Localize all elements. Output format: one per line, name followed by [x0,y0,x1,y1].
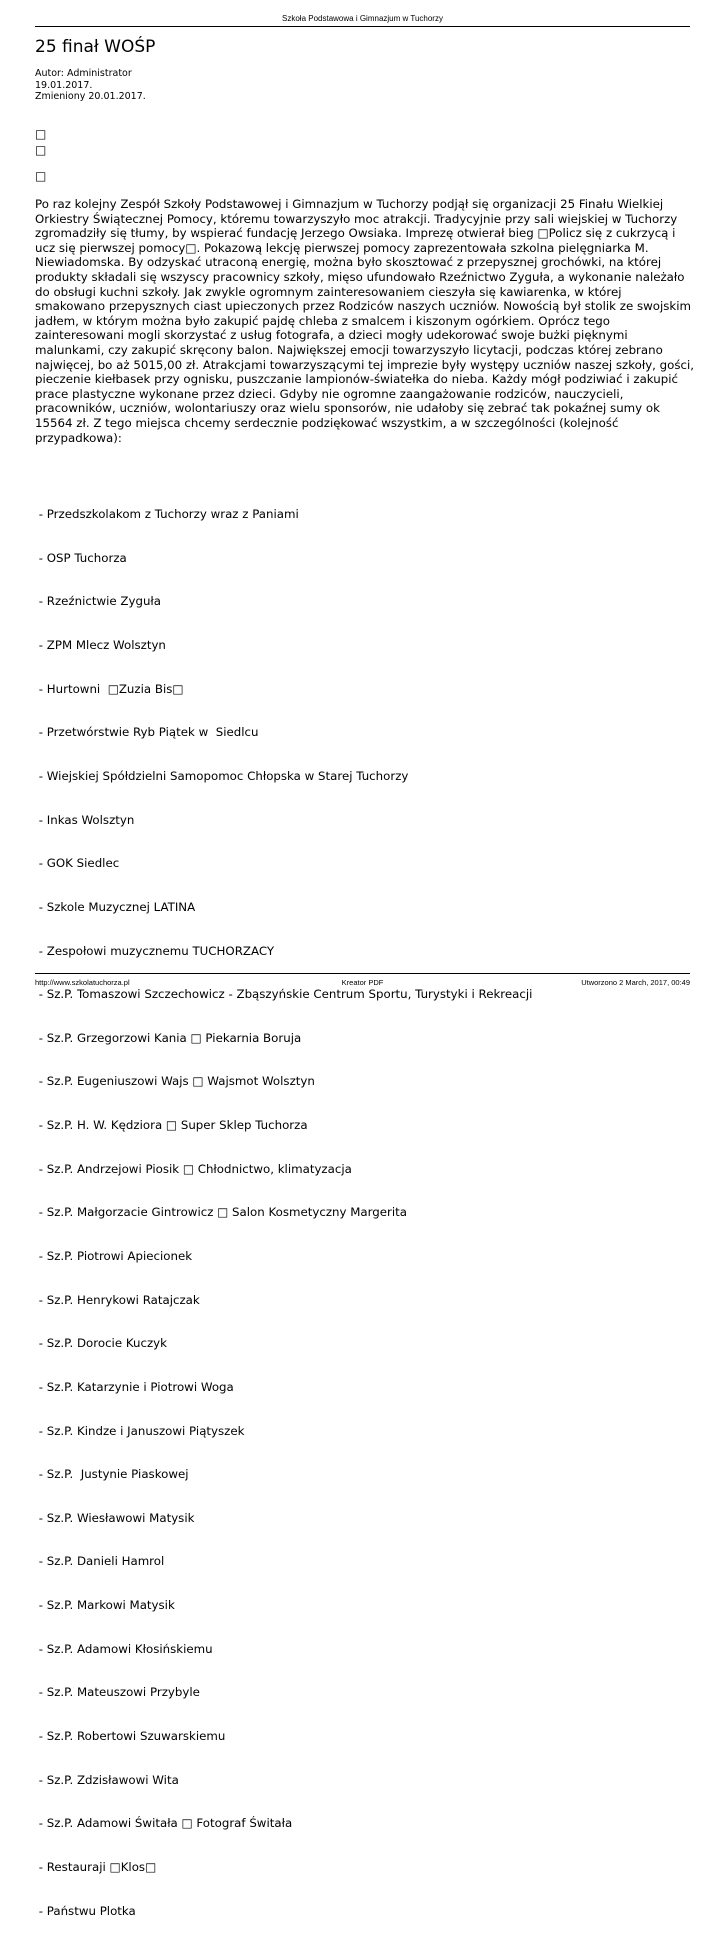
footer-generator: Kreator PDF [341,978,384,987]
list-item: - ZPM Mlecz Wolsztyn [35,638,166,653]
list-item: - Sz.P. H. W. Kędziora □ Super Sklep Tuchorza [35,1118,308,1133]
list-item: - Sz.P. Tomaszowi Szczechowicz - Zbąszyńskie Centrum Sportu, Turystyki i Rekreacji [35,987,533,1002]
list-item: - Restauraji □Klos□ [35,1859,157,1874]
article-body: Po raz kolejny Zespół Szkoły Podstawowej i Gimnazjum w Tuchorzy podjął się organizacji 25 Finału Wielkiej Orkiestry Świątecznej Pomocy, któremu towarzyszyło moc atrakcji. Tradycyjnie przy sali wiejskiej w Tuchorzy zgromadziły się tłumy, by wspierać fundację Jerzego Owsiaka. Imprezę otwierał bieg □Policz się z cukrzycą i ucz się pierwszej pomocy□. Pokazową lekcję pierwszej pomocy zaprezentowała szkolna pielęgniarka M. Niewiadomska. By odzyskać utraconą energię, można było skosztować z przepysznej grochówki, na której produkty składali się wszyscy pracownicy szkoły, mięso ufundowało Rzeźnictwo Zyguła, a wykonanie należało do obsługi kuchni szkoły. Jak zwykle ogromnym zainteresowaniem cieszyła się kawiarenka, w której smakowano przepysznych ciast upieczonych przez Rodziców naszych uczniów. Nowością był stolik ze swojskim jadłem, w którym można było zakupić pajdę chleba z smalcem i kiszonym ogórkiem. Oprócz tego zainteresowani mogli skorzystać z usług fotografa, a dzieci mogły udekorować swoje bużki pięknymi malunkami, czy zakupić skręcony balon. Największej emocji towarzyszyło licytacji, podczas której zebrano najwięcej, bo aż 5015,00 zł. Atrakcjami towarzyszącymi tej imprezie były występy uczniów naszej szkoły, gości, pieczenie kiełbasek przy ognisku, puszczanie lampionów-światełka do nieba. Każdy mógł podziwiać i zakupić prace plastyczne wykonane przez dzieci. Gdyby nie ogromne zaangażowanie rodziców, nauczycieli, pracowników, uczniów, wolontariuszy oraz wielu sponsorów, nie udałoby się zebrać tak pokaźnej sumy ok 15564 zł. Z tego miejsca chcemy serdecznie podziękować wszystkim, a w szczególności (kolejność przypadkowa): [35,197,695,445]
missing-image-icon: □ [35,169,47,183]
article-created-date: 19.01.2017. [35,79,93,91]
page-header [35,14,690,27]
list-item: - Sz.P. Katarzynie i Piotrowi Woga [35,1379,234,1394]
page-footer [35,973,690,988]
missing-image-placeholders [35,127,46,185]
list-item: - Inkas Wolsztyn [35,812,135,827]
list-item: - Sz.P. Eugeniuszowi Wajs □ Wajsmot Wolsztyn [35,1074,315,1089]
list-item: - Sz.P. Andrzejowi Piosik □ Chłodnictwo, klimatyzacja [35,1161,352,1176]
article-meta [35,68,146,103]
list-item: - Sz.P. Adamowi Świtała □ Fotograf Świtała [35,1816,293,1831]
missing-image-icon: □ [35,143,47,157]
list-item: - GOK Siedlec [35,856,120,871]
article-author: Autor: Administrator [35,68,132,79]
list-item: - Sz.P. Dorocie Kuczyk [35,1336,167,1351]
list-item: - Wiejskiej Spółdzielni Samopomoc Chłopska w Starej Tuchorzy [35,768,409,783]
list-item: - Przetwórstwie Ryb Piątek w Siedlcu [35,725,259,740]
missing-image-icon: □ [35,127,47,141]
list-item: - Sz.P. Wiesławowi Matysik [35,1510,195,1525]
list-item: - Hurtowni □Zuzia Bis□ [35,681,184,696]
list-item: - Sz.P. Robertowi Szuwarskiemu [35,1729,226,1744]
list-item: - Sz.P. Danieli Hamrol [35,1554,165,1569]
thanks-list [35,478,532,1933]
list-item: - Szkole Muzycznej LATINA [35,899,196,914]
list-item: - Sz.P. Kindze i Januszowi Piątyszek [35,1423,245,1438]
list-item: - Sz.P. Grzegorzowi Kania □ Piekarnia Boruja [35,1030,302,1045]
footer-created-at: Utworzono 2 March, 2017, 00:49 [581,978,690,987]
list-item: - Zespołowi muzycznemu TUCHORZACY [35,943,275,958]
article-modified-date: Zmieniony 20.01.2017. [35,91,146,102]
list-item: - Sz.P. Małgorzacie Gintrowicz □ Salon Kosmetyczny Margerita [35,1205,408,1220]
list-item: - Sz.P. Markowi Matysik [35,1598,175,1613]
list-item: - Przedszkolakom z Tuchorzy wraz z Paniami [35,507,299,522]
article-title: 25 finał WOŚP [35,37,156,57]
list-item: - Sz.P. Adamowi Kłosińskiemu [35,1641,213,1656]
list-item: - Sz.P. Zdzisławowi Wita [35,1772,179,1787]
footer-url-link[interactable]: http://www.szkolatuchorza.pl [35,978,130,987]
list-item: - Sz.P. Piotrowi Apiecionek [35,1248,193,1263]
list-item: - Państwu Plotka [35,1903,136,1918]
list-item: - Sz.P. Justynie Piaskowej [35,1467,189,1482]
list-item: - Sz.P. Mateuszowi Przybyle [35,1685,200,1700]
list-item: - OSP Tuchorza [35,550,127,565]
list-item: - Rzeźnictwie Zyguła [35,594,162,609]
site-title: Szkoła Podstawowa i Gimnazjum w Tuchorzy [282,14,443,23]
list-item: - Sz.P. Henrykowi Ratajczak [35,1292,200,1307]
